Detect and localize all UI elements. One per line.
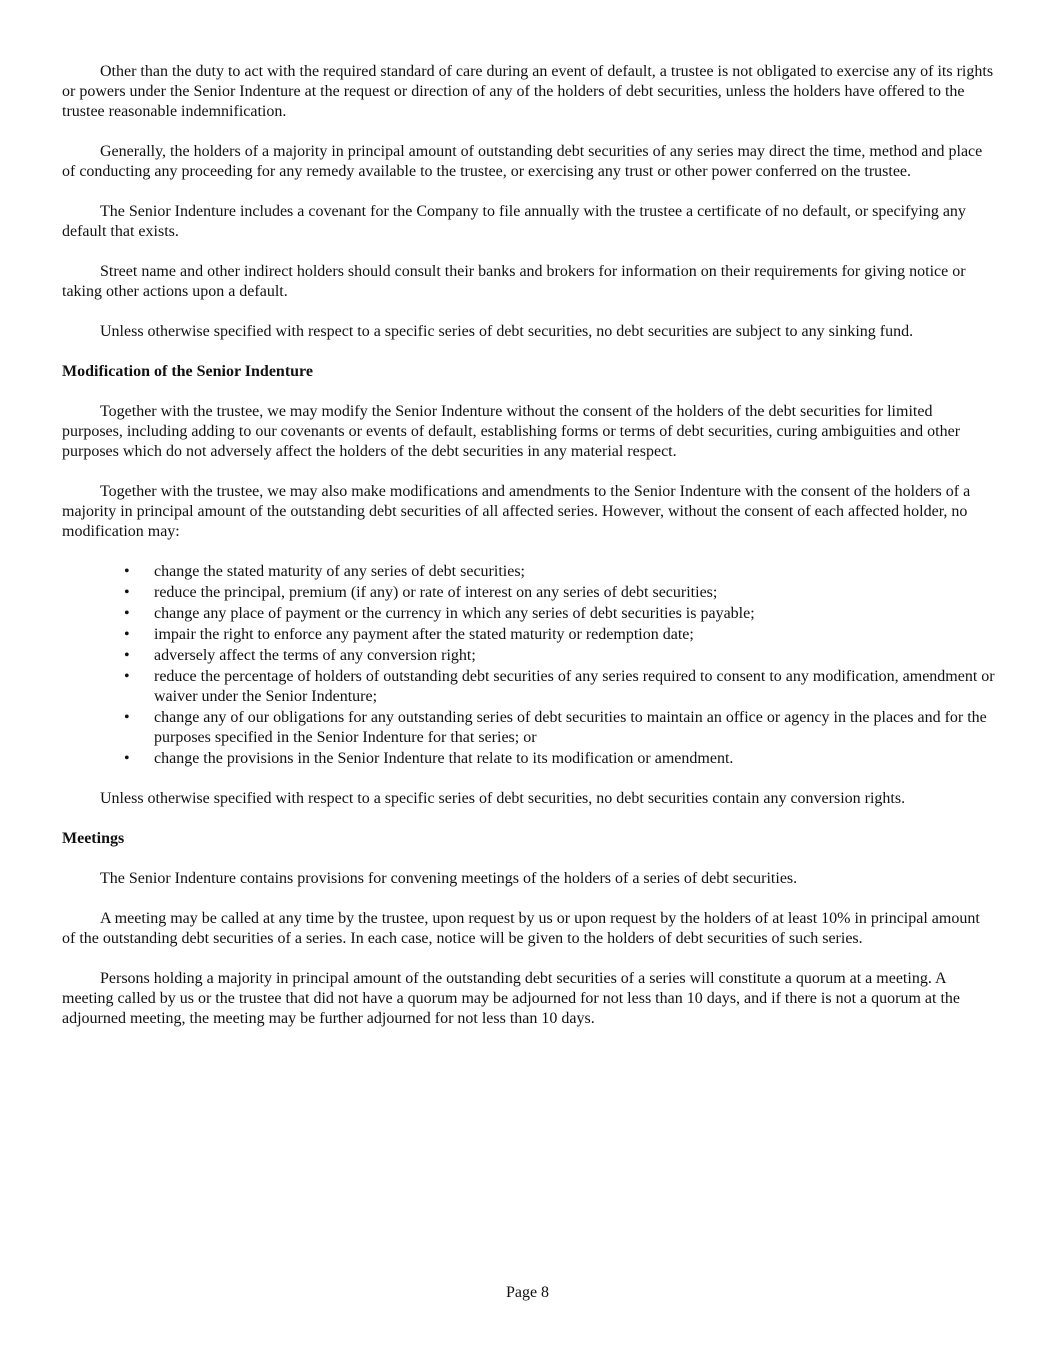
paragraph-sinking-fund: Unless otherwise specified with respect to a specific series of debt securities, no debt securities are subject to any sinking fund. (100, 323, 914, 340)
paragraph-quorum: Persons holding a majority in principal amount of the outstanding debt securities of a series will constitute a quorum at a meeting. A meeting called by us or the trustee that did not have a quorum may be adjourned for not less than 10 days, and if there is not a quorum at the adjourned meeting, the meeting may be further adjourned for not less than 10 days. (62, 970, 960, 1027)
list-item: • change the stated maturity of any series of debt securities; (124, 563, 525, 580)
list-item: • change any of our obligations for any outstanding series of debt securities to maintain an office or agency in the places and for the purposes specified in the Senior Indenture for that series; or (124, 709, 987, 746)
section-heading-modification: Modification of the Senior Indenture (62, 363, 313, 380)
paragraph-annual-certificate: The Senior Indenture includes a covenant for the Company to file annually with the trustee a certificate of no default, or specifying any default that exists. (62, 203, 966, 240)
bullet-icon: • (124, 584, 130, 601)
list-item: • impair the right to enforce any payment after the stated maturity or redemption date; (124, 626, 694, 643)
page-number: Page 8 (505, 1284, 550, 1301)
bullet-icon: • (124, 647, 130, 664)
modification-restrictions-list (62, 562, 996, 769)
bullet-icon: • (124, 626, 130, 643)
list-item: • adversely affect the terms of any conversion right; (124, 647, 476, 664)
bullet-icon: • (124, 709, 130, 726)
paragraph-conversion-rights: Unless otherwise specified with respect to a specific series of debt securities, no debt securities contain any conversion rights. (100, 790, 906, 807)
bullet-icon: • (124, 750, 130, 767)
paragraph-duty-to-act: Other than the duty to act with the required standard of care during an event of default, a trustee is not obligated to exercise any of its rights or powers under the Senior Indenture at the request or direction of any of the holders of debt securities, unless the holders have offered to the trustee reasonable indemnification. (62, 63, 994, 120)
list-item: • change the provisions in the Senior Indenture that relate to its modification or amendment. (124, 750, 734, 767)
list-item: • reduce the percentage of holders of outstanding debt securities of any series required to consent to any modification, amendment or waiver under the Senior Indenture; (124, 668, 995, 705)
section-heading-meetings: Meetings (62, 830, 125, 847)
paragraph-majority-direction: Generally, the holders of a majority in principal amount of outstanding debt securities of any series may direct the time, method and place of conducting any proceeding for any remedy available to the trustee, or exercising any trust or other power conferred on the trustee. (62, 143, 983, 180)
paragraph-modify-with-consent: Together with the trustee, we may also make modifications and amendments to the Senior Indenture with the consent of the holders of a majority in principal amount of the outstanding debt securities of all affected series. However, without the consent of each affected holder, no modification may: (62, 483, 971, 540)
bullet-icon: • (124, 668, 130, 685)
document-page (62, 62, 996, 1049)
paragraph-street-name-holders: Street name and other indirect holders should consult their banks and brokers for information on their requirements for giving notice or taking other actions upon a default. (62, 263, 966, 300)
paragraph-meeting-call: A meeting may be called at any time by the trustee, upon request by us or upon request by the holders of at least 10% in principal amount of the outstanding debt securities of a series. In each case, notice will be given to the holders of debt securities of such series. (62, 910, 980, 947)
paragraph-meeting-provisions: The Senior Indenture contains provisions for convening meetings of the holders of a series of debt securities. (100, 870, 798, 887)
list-item: • change any place of payment or the currency in which any series of debt securities is payable; (124, 605, 755, 622)
bullet-icon: • (124, 563, 130, 580)
bullet-icon: • (124, 605, 130, 622)
paragraph-modify-without-consent: Together with the trustee, we may modify the Senior Indenture without the consent of the holders of the debt securities for limited purposes, including adding to our covenants or events of default, establishing forms or terms of debt securities, curing ambiguities and other purposes which do not adversely affect the holders of the debt securities in any material respect. (62, 403, 961, 460)
list-item: • reduce the principal, premium (if any) or rate of interest on any series of debt securities; (124, 584, 718, 601)
